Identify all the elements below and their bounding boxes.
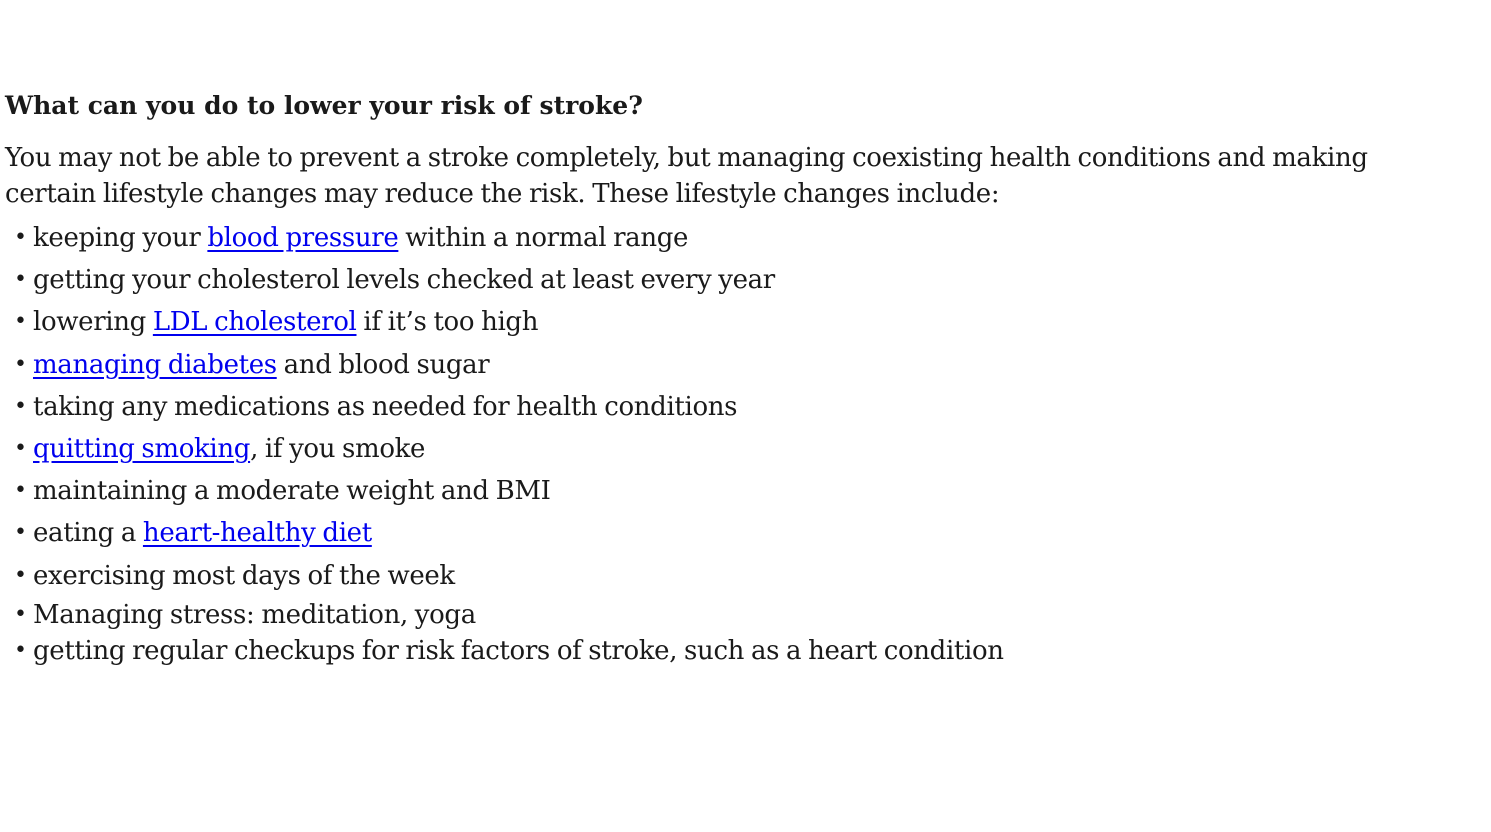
bullet-icon: • <box>14 351 27 377</box>
bullet-icon: • <box>14 393 27 419</box>
link-blood-pressure[interactable]: blood pressure <box>207 223 399 253</box>
list-item <box>5 301 1489 343</box>
item-text: getting regular checkups for risk factors of stroke, such as a heart condition <box>33 635 1004 666</box>
list-item <box>5 428 1489 470</box>
lifestyle-changes-list <box>5 217 1489 669</box>
list-item <box>5 512 1489 554</box>
list-item <box>5 217 1489 259</box>
item-text: if it’s too high <box>356 307 539 338</box>
intro-paragraph <box>5 140 1489 212</box>
link-quitting-smoking[interactable]: quitting smoking <box>33 434 251 465</box>
bullet-icon: • <box>14 309 27 335</box>
item-text: and blood sugar <box>276 349 490 380</box>
item-text: getting your cholesterol levels checked at least every year <box>33 265 775 296</box>
item-text: , if you smoke <box>250 434 426 465</box>
article-section <box>5 88 1489 669</box>
link-ldl-cholesterol[interactable]: LDL cholesterol <box>152 307 357 338</box>
list-item <box>5 633 1489 669</box>
bullet-icon: • <box>14 601 27 627</box>
list-item <box>5 597 1489 633</box>
bullet-icon: • <box>14 562 27 588</box>
section-heading: What can you do to lower your risk of stroke? <box>5 91 643 120</box>
item-text: within a normal range <box>398 223 689 253</box>
bullet-icon: • <box>14 225 27 250</box>
item-text: exercising most days of the week <box>33 560 455 591</box>
intro-line-2: certain lifestyle changes may reduce the risk. These lifestyle changes include: <box>5 179 1000 209</box>
item-text: maintaining a moderate weight and BMI <box>33 476 551 507</box>
list-item <box>5 386 1489 428</box>
bullet-icon: • <box>14 478 27 504</box>
intro-line-1: You may not be able to prevent a stroke completely, but managing coexisting health conditions and making <box>5 143 1368 173</box>
bullet-icon: • <box>14 436 27 462</box>
item-text: taking any medications as needed for health conditions <box>33 391 738 422</box>
item-text: lowering <box>33 307 153 338</box>
item-text: keeping your <box>33 223 208 253</box>
link-heart-healthy-diet[interactable]: heart-healthy diet <box>142 518 372 549</box>
bullet-icon: • <box>14 267 27 293</box>
list-item <box>5 259 1489 301</box>
item-text: eating a <box>33 518 143 549</box>
list-item <box>5 470 1489 512</box>
bullet-icon: • <box>14 520 27 546</box>
list-item <box>5 555 1489 597</box>
bullet-icon: • <box>14 637 27 663</box>
item-text: Managing stress: meditation, yoga <box>33 599 476 630</box>
list-item <box>5 344 1489 386</box>
link-managing-diabetes[interactable]: managing diabetes <box>33 349 277 380</box>
